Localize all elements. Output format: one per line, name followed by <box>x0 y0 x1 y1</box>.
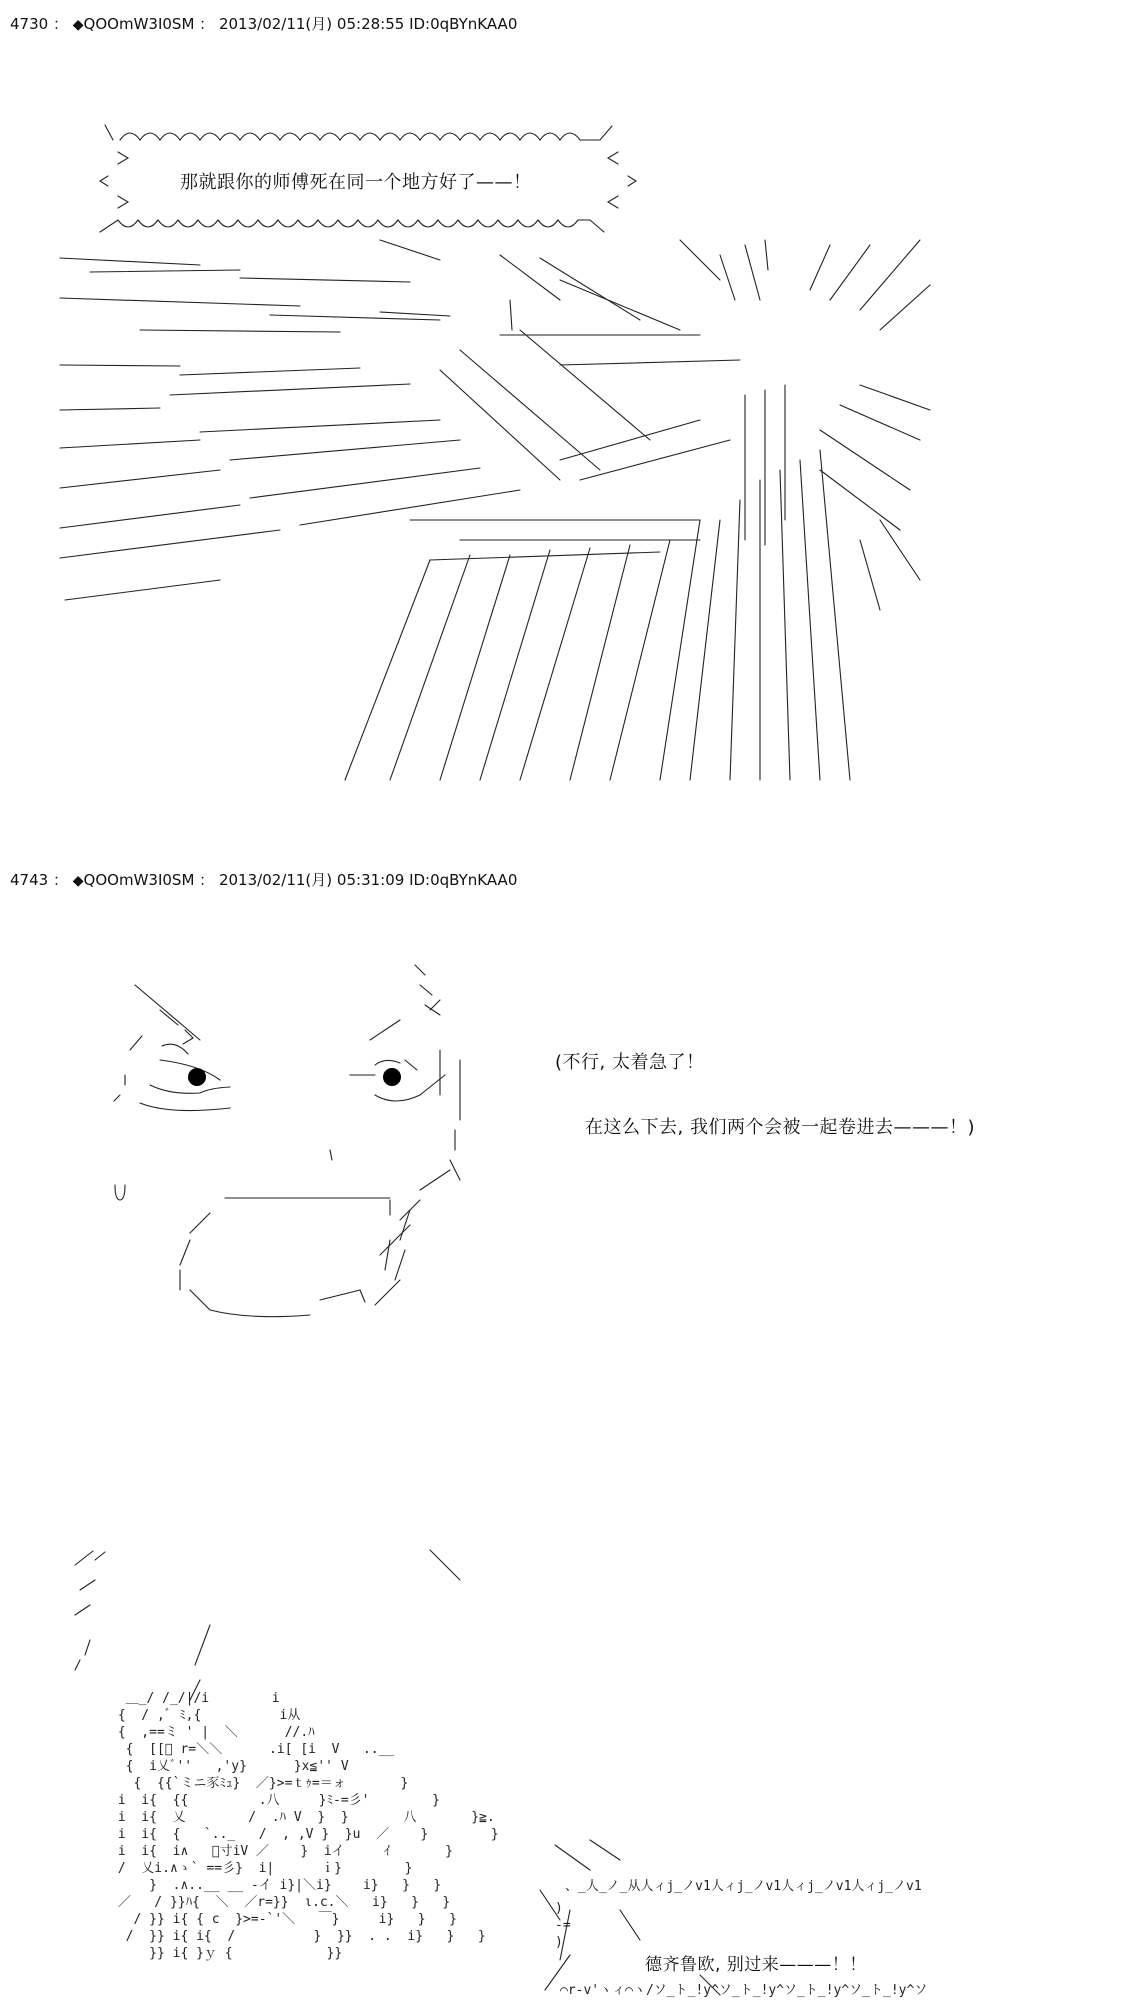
post-date: 2013/02/11(月) <box>218 871 333 889</box>
diamond-icon: ◆ <box>72 873 84 889</box>
shout-bubble-text: 德齐鲁欧, 别过来———！！ <box>645 1955 867 1975</box>
shout-bubble-top-border: 、_人_ノ_从人ィj_ノv1人ィj_ノv1人ィj_ノv1人ィj_ノv1 <box>565 1879 922 1894</box>
post-trip: QOOmW3I0SM <box>83 15 195 33</box>
shout-bubble-left-edge: ) -= ) <box>555 1901 571 1950</box>
thought-line-1: (不行, 太着急了！ <box>555 1052 705 1073</box>
post-time: 05:28:55 <box>336 15 405 33</box>
figure-ascii-art: ＿_/ /_/|/i i { / ,ﾞ ﾐ,{ i从 { ,==ミ ' | ＼ //.ﾊ { [[ﾞ r=＼＼ .i[ [i V ..__ { i乂ﾞ'' ,'y} }x≦'' V { {{`ミニ豕ﾐｭ} ／}>=ｔｩ=＝ォ } i i{ {{ .八 }ﾐ-=彡' } i i{ 乂 / .ﾊ V } } 八 }≧. i i{ { `.._ / , ,V } }u ／ } } i i{ i∧ ゙寸iV ／ } iイ ｲ } / 乂i.∧ゝ` ==彡} i| ｉ} } } .∧..__ __ -イ i}|＼i} i} } } ／ / }}ﾊ{ ＼ ／r=}} ι.c.＼ i} } } / }} i{ { c }>=‐`'＼ ￣} i} } } / }} i{ i{ / } }} . . i} } } }} i{ }ｙ { }} <box>117 1691 499 1961</box>
post-header-4743: 4743 ： ◆QOOmW3I0SM ： 2013/02/11(月) 05:31:09 ID:0qBYnKAA0 <box>10 871 518 889</box>
post-id: ID:0qBYnKAA0 <box>409 871 518 889</box>
post-date: 2013/02/11(月) <box>218 15 333 33</box>
speech-bubble-text: 那就跟你的师傅死在同一个地方好了——！ <box>180 172 532 193</box>
post-trip: QOOmW3I0SM <box>83 871 195 889</box>
post-number: 4730 <box>10 15 49 33</box>
shout-bubble-bottom-border: ⌒r‐v'ヽィ⌒ヽ/ソ_ト_!y^ソ_ト_!y^ソ_ト_!y^ソ_ト_!y^ソ <box>560 1983 928 1998</box>
post-number: 4743 <box>10 871 49 889</box>
post-time: 05:31:09 <box>336 871 405 889</box>
post-id: ID:0qBYnKAA0 <box>409 15 518 33</box>
diamond-icon: ◆ <box>72 17 84 33</box>
post-header-4730: 4730 ： ◆QOOmW3I0SM ： 2013/02/11(月) 05:28:55 ID:0qBYnKAA0 <box>10 15 518 33</box>
thought-line-2: 在这么下去, 我们两个会被一起卷进去———！) <box>585 1117 975 1138</box>
